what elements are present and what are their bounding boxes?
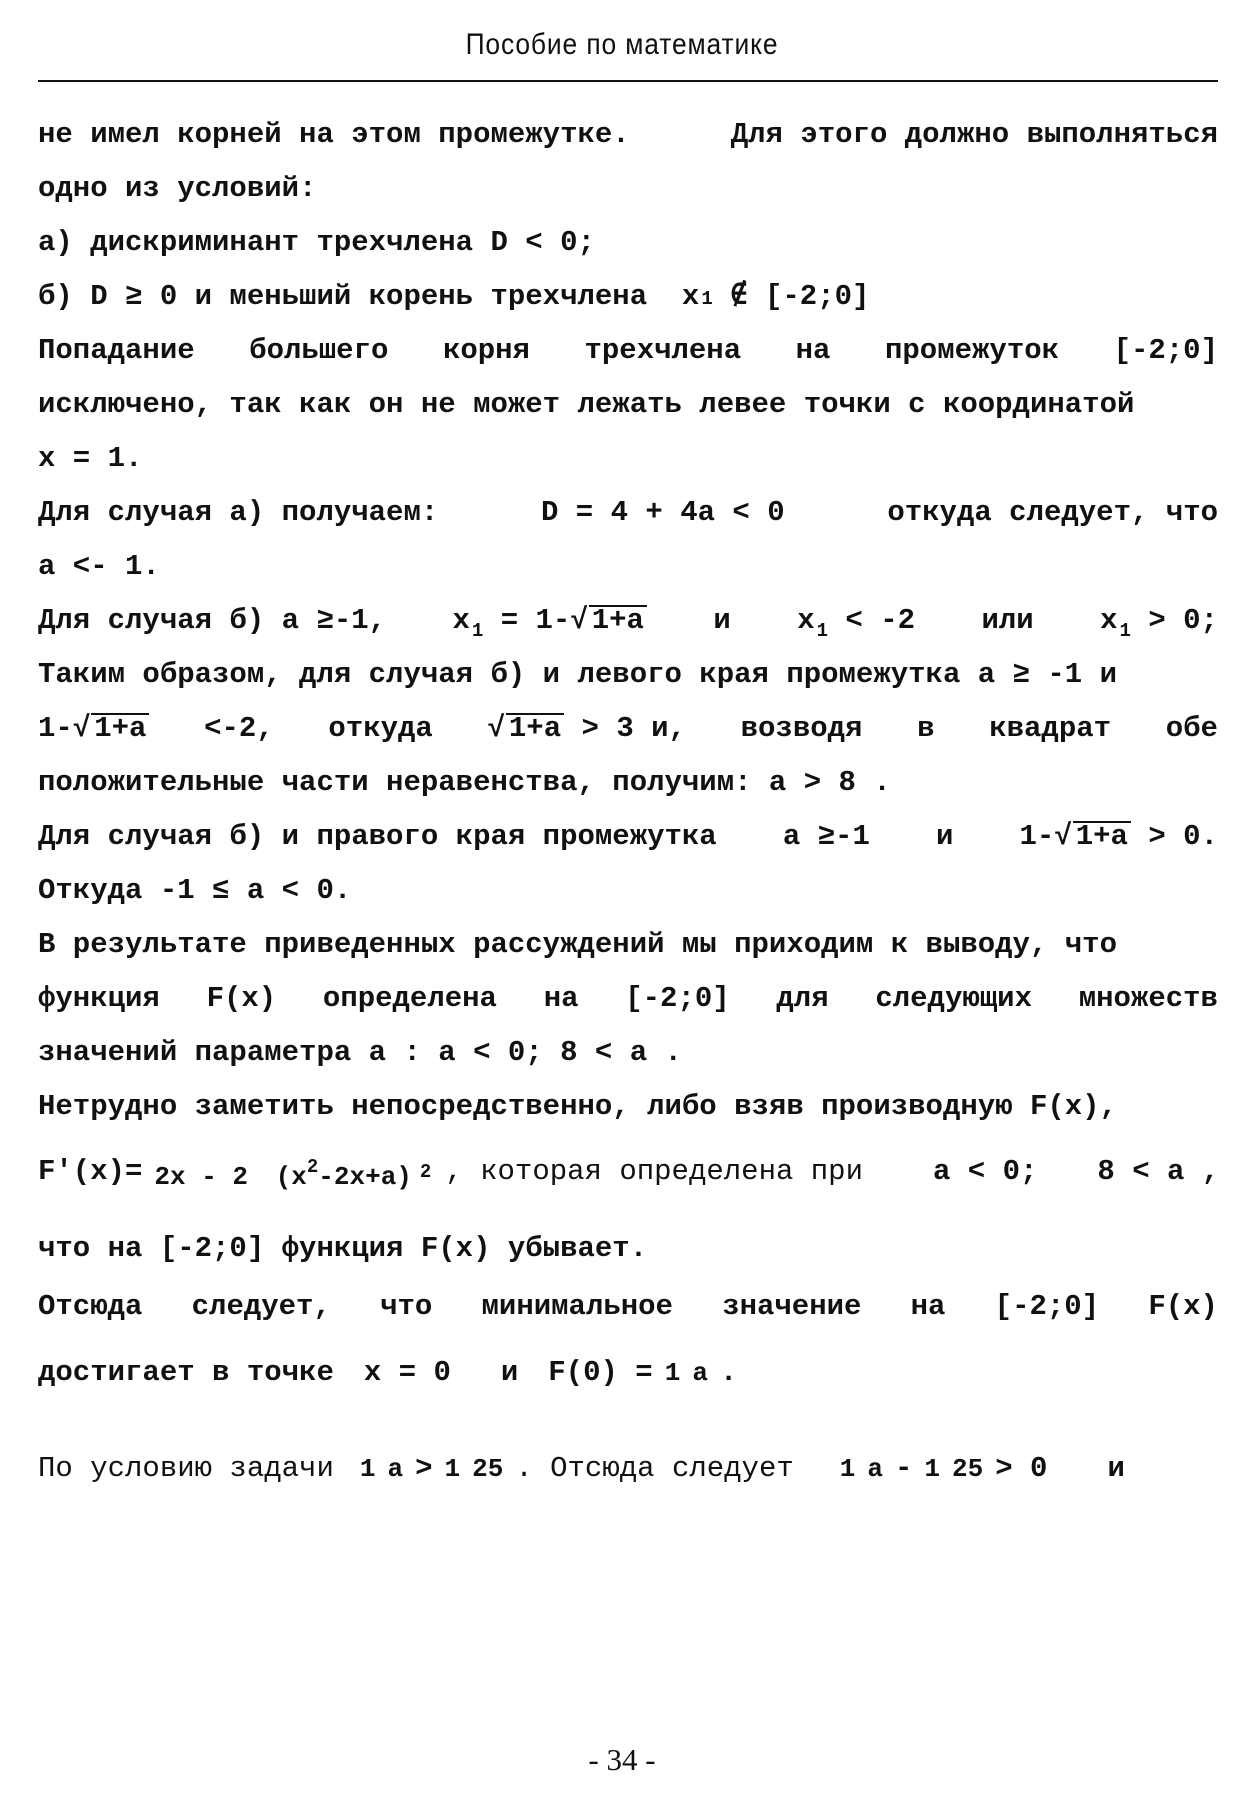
text-line-12: 1-√ 1+a <-2, откуда √ 1+a > 3 и, возводя в квадрат обе [38,712,1218,745]
text-line-11: Таким образом, для случая б) и левого края промежутка a ≥ -1 и [38,658,1117,691]
text-line-2: одно из условий: [38,172,317,205]
text-line-18: значений параметра a : a < 0; 8 < a . [38,1036,682,1069]
page-header-title: Пособие по математике [465,28,779,61]
text-line-5: Попадание большего корня трехчлена на промежуток [-2;0] [38,334,1218,367]
text-line-16: В результате приведенных рассуждений мы приходим к выводу, что [38,928,1117,961]
text-line-9: a <- 1. [38,550,160,583]
text-line-8: Для случая а) получаем: D = 4 + 4a < 0 откуда следует, что [38,496,1218,529]
text-line-6: исключено, так как он не может лежать левее точки с координатой [38,388,1135,421]
text-line-17: функция F(x) определена на [-2;0] для следующих множеств [38,982,1218,1015]
minimum-value-line: достигает в точке x = 0 и F(0) = 1 a . [38,1356,738,1389]
text-line-15: Откуда -1 ≤ a < 0. [38,874,352,907]
text-line-14: Для случая б) и правого края промежутка a ≥-1 и 1-√ 1+a > 0. [38,820,1218,853]
text-line-3: а) дискриминант трехчлена D < 0; [38,226,595,259]
text-line-13: положительные части неравенства, получим: a > 8 . [38,766,891,799]
fraction-1-over-a: 1 a [664,1358,708,1388]
page-number: - 34 - [588,1742,656,1777]
text-line-4: б) D ≥ 0 и меньший корень трехчлена x 1 ∉ [-2;0] [38,280,870,313]
text-line-21: что на [-2;0] функция F(x) убывает. [38,1232,648,1265]
text-line-10: Для случая б) a ≥-1, x $_1$ = 1-√ 1+a и x $_1$ < -2 или x $_1$ > 0; [38,604,1218,642]
text-line-22: Отсюда следует, что минимальное значение на [-2;0] F(x) [38,1290,1218,1323]
condition-line: По условию задачи 1 a > 1 25 . Отсюда следует 1 a - 1 25 > 0 и [38,1452,1125,1485]
derivative-formula-line: F'(x)= 2x - 2 $(x^2-2x+a)$ 2 , которая определена при a < 0; 8 < a , [38,1152,1218,1192]
text-line-19: Нетрудно заметить непосредственно, либо взяв производную F(x), [38,1090,1117,1123]
derivative-fraction: 2x - 2 $(x^2-2x+a)$ [154,1156,412,1192]
text-line-1: не имел корней на этом промежутке. Для этого должно выполняться [38,118,1218,151]
text-line-7: x = 1. [38,442,143,475]
header-rule [38,80,1218,82]
